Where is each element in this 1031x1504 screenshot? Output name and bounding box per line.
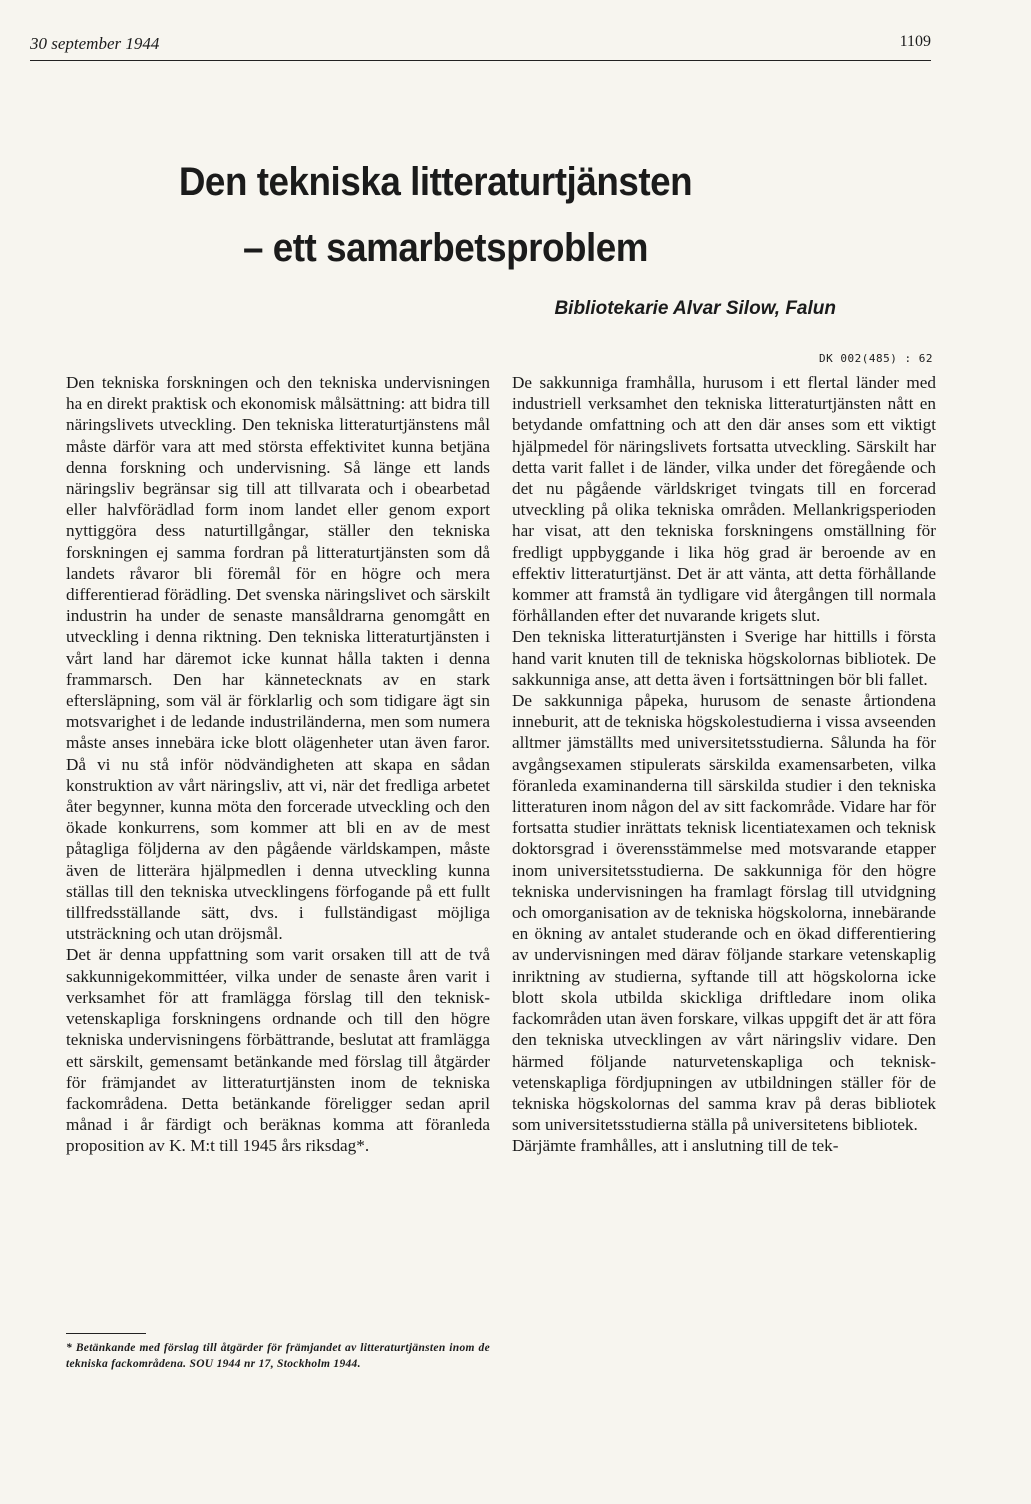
- paragraph: Därjämte framhålles, att i anslutning till de tek-: [512, 1136, 839, 1156]
- paragraph: Det är denna uppfattning som varit orsaken till att de två sakkunnigekommittéer, vilka under de senaste åren varit i verksamhet för att framlägga förslag till den teknisk-vetenskapliga forskningens ordnande och till den högre tekniska undervisningens förbättrande, beslutat att framlägga ett särskilt, gemensamt betänkande med förslag till åtgärder för främjandet av litteraturtjänsten inom de tekniska fackområdena. Detta betänkande föreligger sedan april månad i år färdigt och beräknas komma att föranleda proposition av K. M:t till 1945 års riksdag*.: [66, 945, 490, 1156]
- page-header: [30, 28, 931, 61]
- paragraph: De sakkunniga framhålla, hurusom i ett flertal länder med industriell verksamhet den tekniska litteraturtjänsten nått en betydande omfattning och att den där anses som ett viktigt hjälpmedel för näringslivets fortsatta utveckling. Särskilt har detta varit fallet i de länder, vilka under det föregående och det nu pågående världskriget tvingats till en forcerad utveckling på olika tekniska områden. Mellankrigsperioden har visat, att den tekniska forskningens omställning för fredligt uppbyggande i lika hög grad är beroende av en effektiv litteraturtjänst. Det är att vänta, att detta förhållande kommer att framstå än tydligare vid återgången till normala förhållanden efter det nuvarande krigets slut.: [512, 373, 936, 626]
- paragraph: Den tekniska litteraturtjänsten i Sverige har hittills i första hand varit knuten till de tekniska högskolornas bibliotek. De sakkunniga anse, att detta även i fortsättningen bör bli fallet.: [512, 627, 936, 689]
- left-column: [66, 372, 490, 1157]
- footnote: * Betänkande med förslag till åtgärder för främjandet av litteraturtjänsten inom de tekniska fackområdena. SOU 1944 nr 17, Stockholm 1944.: [66, 1342, 490, 1370]
- issue-date: 30 september 1944: [30, 34, 160, 53]
- classification-code: DK 002(485) : 62: [819, 352, 933, 365]
- article-subtitle: – ett samarbetsproblem: [242, 226, 649, 270]
- article-author: Bibliotekarie Alvar Silow, Falun: [554, 298, 836, 319]
- paragraph: Den tekniska forskningen och den tekniska undervisningen ha en direkt praktisk och ekonomisk målsättning: att bidra till näringslivets utveckling. Den tekniska litteraturtjänstens mål måste därför vara att med största effektivitet kunna betjäna denna forskning och undervisning. Så länge ett lands näringsliv begränsar sig till att tillvarata och i obearbetad eller halvförädlad form inom landet eller genom export nyttiggöra dess naturtillgångar, ställer den tekniska forskningen ej samma fordran på litteraturtjänsten som då landets råvaror bli föremål för en högre och mera differentierad förädling. Det svenska näringslivet och särskilt industrin ha under de senaste mansåldrarna genomgått en utveckling i denna riktning. Den tekniska litteraturtjänsten i vårt land har däremot icke kunnat hålla takten i denna frammarsch. Den har kännetecknats av en stark eftersläpning, som väl är förklarlig och som tidigare ägt sin motsvarighet i de ledande industriländerna, men som numera måste anses innebära icke blott olägenheter utan även faror. Då vi nu stå inför nödvändigheten att skapa en sådan konstruktion av vårt näringsliv, att vi, när det fredliga arbetet åter begynner, kunna möta den forcerade utveckling och den ökade konkurrens, som kommer att bli en av de mest påtagliga följderna av den pågående världskampen, måste även de litterära hjälpmedlen i denna utveckling kunna ställas till den tekniska utvecklingens förfogande på ett fullt tillfredsställande sätt, dvs. i fullständigast möjliga utsträckning och utan dröjsmål.: [66, 373, 490, 944]
- right-column: [512, 372, 936, 1157]
- article-title: Den tekniska litteraturtjänsten: [178, 160, 693, 204]
- page-number: 1109: [899, 33, 931, 50]
- paragraph: De sakkunniga påpeka, hurusom de senaste årtiondena inneburit, att de tekniska högskolestudierna i vissa avseenden alltmer jämställts med universitetsstudierna. Sålunda ha för avgångsexamen stipulerats särskilda examensarbeten, vilka föranleda examinanderna till särskilda studier i den tekniska litteraturen inom någon del av sitt fackområde. Vidare har för fortsatta studier inrättats teknisk licentiatexamen och teknisk doktorsgrad i överensstämmelse med motsvarande etapper inom universitetsstudierna. De sakkunniga för den högre tekniska undervisningen ha framlagt förslag till utvidgning och omorganisation av de tekniska högskolorna, innebärande en ökning av antalet studerande och en ökad differentiering av undervisningen med därav följande starkare vetenskaplig inriktning av studierna, syftande till att högskolorna icke blott skola utbilda skickliga driftledare inom olika fackområden utan även forskare, vilkas uppgift det är att föra den tekniska utvecklingen av vårt näringsliv vidare. Den härmed följande naturvetenskapliga och teknisk-vetenskapliga fördjupningen av utbildningen ställer för de tekniska högskolornas del samma krav på deras bibliotek som universitetsstudierna ställa på universitetens bibliotek.: [512, 691, 936, 1135]
- footnote-divider: [66, 1333, 146, 1334]
